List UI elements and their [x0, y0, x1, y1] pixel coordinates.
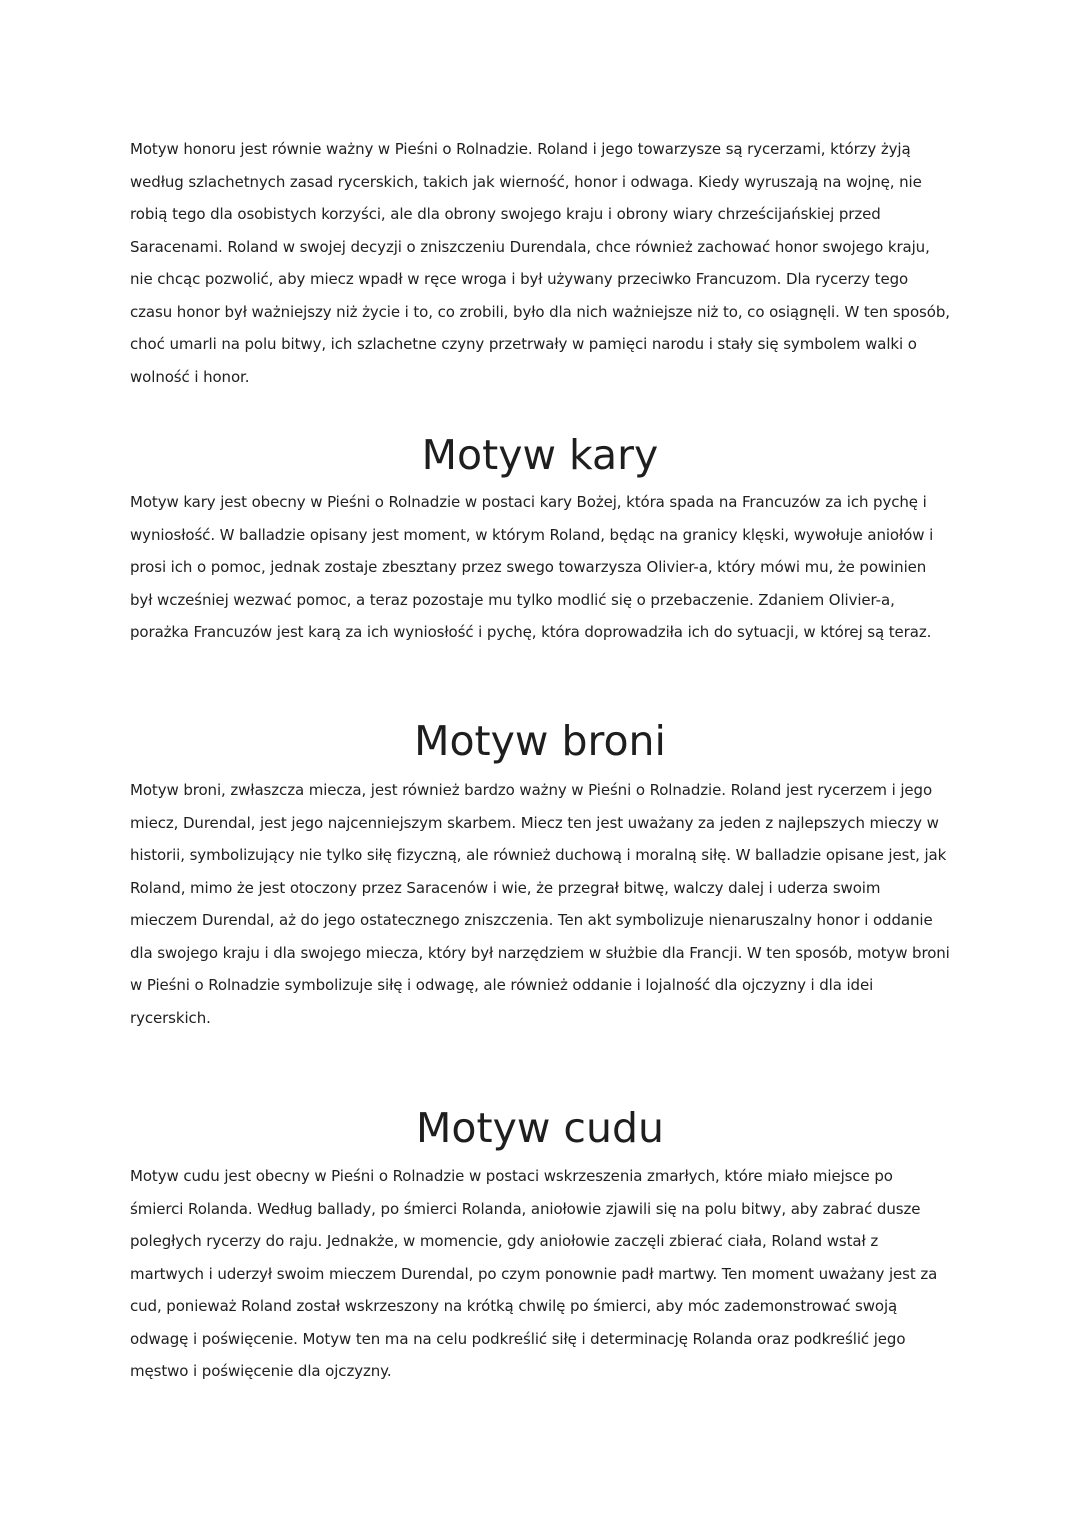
section-honor-paragraph: Motyw honoru jest równie ważny w Pieśni o Rolnadzie. Roland i jego towarzysze są rycerzami, którzy żyją według szlachetnych zasad rycerskich, takich jak wierność, honor i odwaga. Kiedy wyruszają na wojnę, nie robią tego dla osobistych korzyści, ale dla obrony swojego kraju i obrony wiary chrześcijańskiej przed Saracenami. Roland w swojej decyzji o zniszczeniu Durendala, chce również zachować honor swojego kraju, nie chcąc pozwolić, aby miecz wpadł w ręce wroga i był używany przeciwko Francuzom. Dla rycerzy tego czasu honor był ważniejszy niż życie i to, co zrobili, było dla nich ważniejsze niż to, co osiągnęli. W ten sposób, choć umarli na polu bitwy, ich szlachetne czyny przetrwały w pamięci narodu i stały się symbolem walki o wolność i honor. [130, 140, 950, 386]
section-cudu-heading: Motyw cudu [416, 1104, 664, 1152]
section-broni-paragraph: Motyw broni, zwłaszcza miecza, jest również bardzo ważny w Pieśni o Rolnadzie. Roland jest rycerzem i jego miecz, Durendal, jest jego najcenniejszym skarbem. Miecz ten jest uważany za jeden z najlepszych mieczy w historii, symbolizujący nie tylko siłę fizyczną, ale również duchową i moralną siłę. W balladzie opisane jest, jak Roland, mimo że jest otoczony przez Saracenów i wie, że przegrał bitwę, walczy dalej i uderza swoim mieczem Durendal, aż do jego ostatecznego zniszczenia. Ten akt symbolizuje nienaruszalny honor i oddanie dla swojego kraju i dla swojego miecza, który był narzędziem w służbie dla Francji. W ten sposób, motyw broni w Pieśni o Rolnadzie symbolizuje siłę i odwagę, ale również oddanie i lojalność dla ojczyzny i dla idei rycerskich. [130, 781, 950, 1027]
section-cudu-paragraph: Motyw cudu jest obecny w Pieśni o Rolnadzie w postaci wskrzeszenia zmarłych, które miało miejsce po śmierci Rolanda. Według ballady, po śmierci Rolanda, aniołowie zjawili się na polu bitwy, aby zabrać dusze poległych rycerzy do raju. Jednakże, w momencie, gdy aniołowie zaczęli zbierać ciała, Roland wstał z martwych i uderzył swoim mieczem Durendal, po czym ponownie padł martwy. Ten moment uważany jest za cud, ponieważ Roland został wskrzeszony na krótką chwilę po śmierci, aby móc zademonstrować swoją odwagę i poświęcenie. Motyw ten ma na celu podkreślić siłę i determinację Rolanda oraz podkreślić jego męstwo i poświęcenie dla ojczyzny. [130, 1167, 938, 1380]
section-broni-heading: Motyw broni [414, 717, 666, 765]
section-kary-paragraph: Motyw kary jest obecny w Pieśni o Rolnadzie w postaci kary Bożej, która spada na Francuzów za ich pychę i wyniosłość. W balladzie opisany jest moment, w którym Roland, będąc na granicy klęski, wywołuje aniołów i prosi ich o pomoc, jednak zostaje zbesztany przez swego towarzysza Olivier-a, który mówi mu, że powinien był wcześniej wezwać pomoc, a teraz pozostaje mu tylko modlić się o przebaczenie. Zdaniem Olivier-a, porażka Francuzów jest karą za ich wyniosłość i pychę, która doprowadziła ich do sytuacji, w której są teraz. [130, 493, 934, 641]
section-kary-heading: Motyw kary [421, 431, 659, 479]
